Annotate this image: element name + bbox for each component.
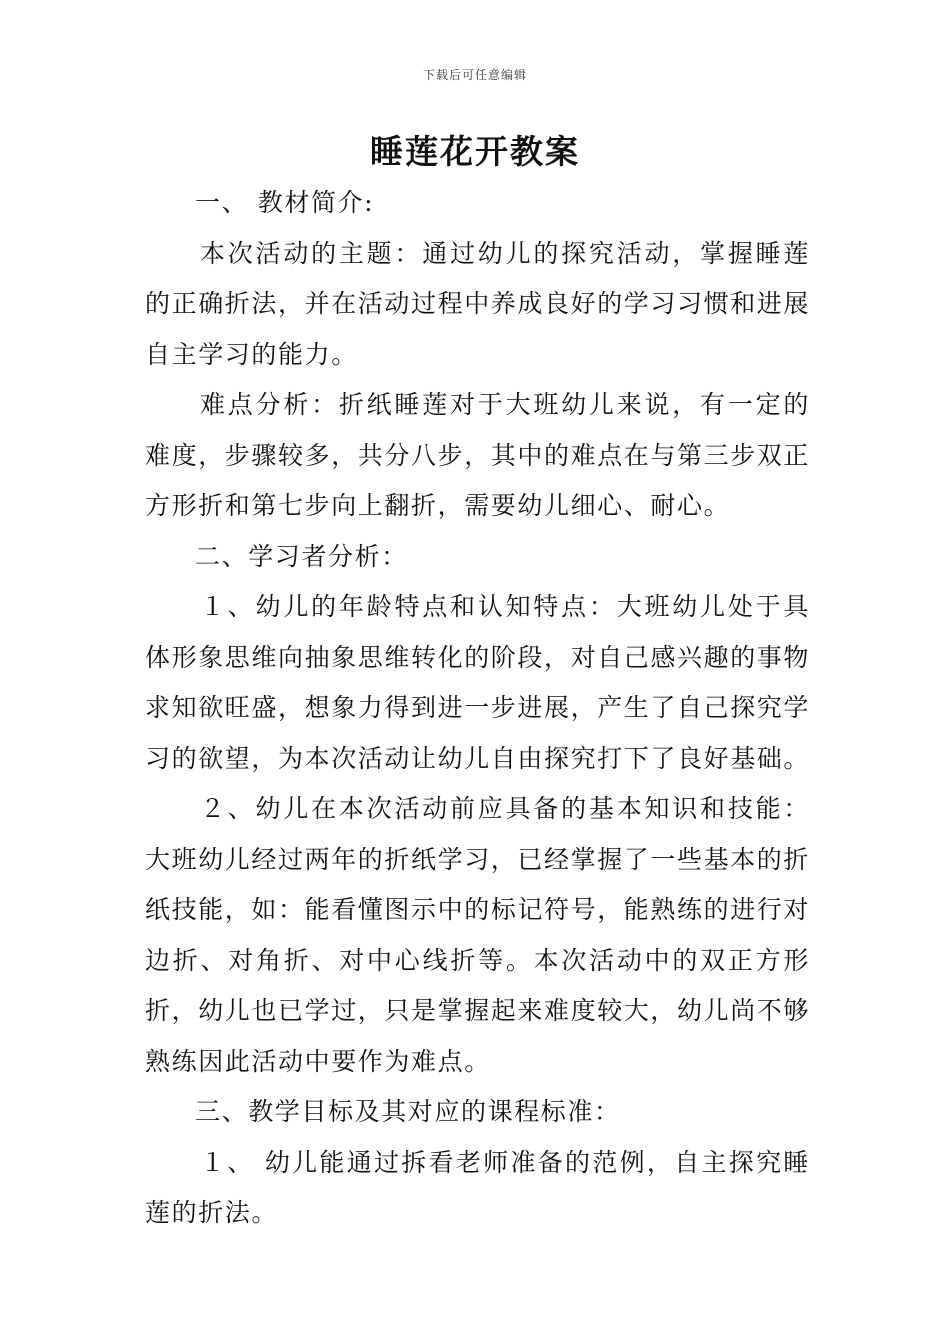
section-2-paragraph-2: ２、幼儿在本次活动前应具备的基本知识和技能：大班幼儿经过两年的折纸学习，已经掌握了一些基本的折纸技能，如：能看懂图示中的标记符号，能熟练的进行对边折、对角折、对中心线折等。本次活动中的双正方形折，幼儿也已学过，只是掌握起来难度较大，幼儿尚不够熟练因此活动中要作为难点。 [145, 794, 811, 1076]
section-1-heading: 一、 教材简介: [195, 188, 375, 217]
section-2-heading: 二、学习者分析： [195, 541, 408, 571]
document-body [145, 178, 810, 1239]
section-2-paragraph-1: １、幼儿的年龄特点和认知特点：大班幼儿处于具体形象思维向抽象思维转化的阶段，对自己感兴趣的事物求知欲旺盛，想象力得到进一步进展，产生了自己探究学习的欲望，为本次活动让幼儿自由探究打下了良好基础。 [145, 592, 811, 773]
section-1-paragraph-1: 本次活动的主题：通过幼儿的探究活动，掌握睡莲的正确折法，并在活动过程中养成良好的学习习惯和进展自主学习的能力。 [145, 238, 811, 369]
document-title: 睡莲花开教案 [370, 132, 580, 171]
section-3-heading: 三、教学目标及其对应的课程标准： [195, 1097, 621, 1126]
section-3-paragraph-1: １、 幼儿能通过拆看老师准备的范例，自主探究睡莲的折法。 [145, 1147, 810, 1227]
header-note: 下载后可任意编辑 [422, 68, 527, 82]
section-1-paragraph-2: 难点分析：折纸睡莲对于大班幼儿来说，有一定的难度，步骤较多，共分八步，其中的难点在与第三步双正方形折和第七步向上翻折，需要幼儿细心、耐心。 [145, 390, 811, 520]
